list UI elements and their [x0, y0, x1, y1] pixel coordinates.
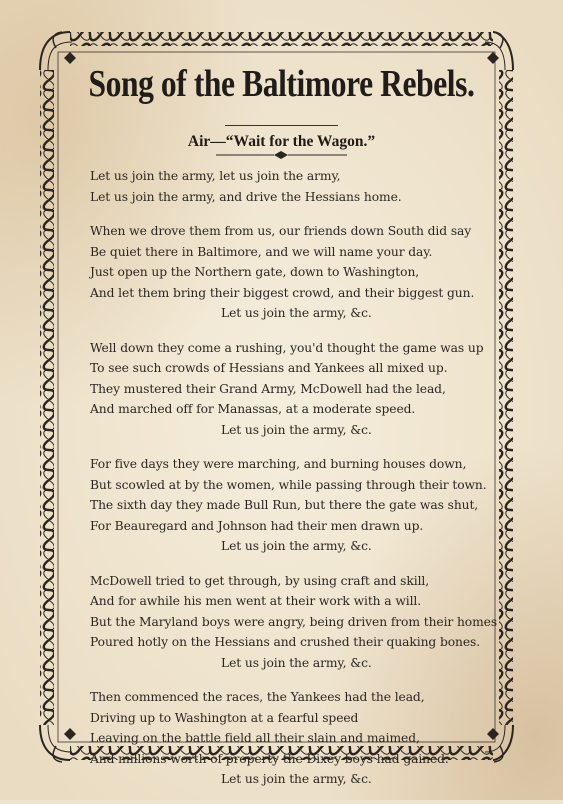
verse-line: And marched off for Manassas, at a moderate speed. [90, 402, 416, 416]
chorus-line: Let us join the army, &c. [221, 539, 372, 553]
verse-line: Well down they come a rushing, you'd thought the game was up [90, 340, 484, 355]
verse-line: And for awhile his men went at their work with a will. [90, 594, 422, 608]
verse-line: But scowled at by the women, while passing through their town. [90, 477, 487, 492]
chorus-line: Let us join the army, &c. [221, 306, 372, 320]
verse-line: They mustered their Grand Army, McDowell had the lead, [90, 381, 446, 396]
verse-line: For five days they were marching, and burning houses down, [90, 457, 467, 471]
page-title: Song of the Baltimore Rebels. [88, 63, 475, 105]
verse-line: Poured hotly on the Hessians and crushed their quaking bones. [90, 635, 481, 649]
verse-line: McDowell tried to get through, by using craft and skill, [90, 573, 430, 588]
title-divider [225, 125, 338, 126]
song-verses [90, 166, 500, 804]
verse-line: For Beauregard and Johnson had their men drawn up. [90, 518, 424, 533]
verse [90, 687, 500, 790]
left-border-chain [40, 70, 54, 725]
verse [90, 454, 500, 557]
verse-line: And millions worth of property the Dixey boys had gained. [90, 751, 449, 766]
verse-line: Leaving on the battle field all their slain and maimed, [90, 731, 420, 745]
verse [90, 338, 500, 441]
verse-line: But the Maryland boys were angry, being driven from their homes [90, 614, 498, 629]
verse-line: Then commenced the races, the Yankees had the lead, [90, 690, 425, 704]
verse [90, 571, 500, 674]
verse-line: When we drove them from us, our friends down South did say [90, 224, 472, 238]
verse-line: Let us join the army, and drive the Hessians home. [90, 189, 402, 204]
verse [90, 166, 500, 207]
verse-line: And let them bring their biggest crowd, and their biggest gun. [90, 285, 475, 300]
verse [90, 221, 500, 324]
chorus-line: Let us join the army, &c. [221, 772, 372, 786]
verse-line: Just open up the Northern gate, down to Washington, [90, 265, 420, 279]
verse-line: Be quiet there in Baltimore, and we will name your day. [90, 244, 433, 259]
verse-line: Driving up to Washington at a fearful speed [90, 710, 359, 725]
top-border-chain [70, 32, 493, 46]
verse-line: The sixth day they made Bull Run, but there the gate was shut, [90, 498, 479, 512]
verse-line: Let us join the army, let us join the army, [90, 169, 341, 183]
verse-line: To see such crowds of Hessians and Yankees all mixed up. [90, 361, 448, 375]
diamond-divider [216, 150, 347, 160]
chorus-line: Let us join the army, &c. [221, 655, 372, 670]
tune-subtitle: Air—“Wait for the Wagon.” [187, 133, 376, 150]
right-border-chain [499, 70, 513, 725]
chorus-line: Let us join the army, &c. [221, 422, 372, 437]
